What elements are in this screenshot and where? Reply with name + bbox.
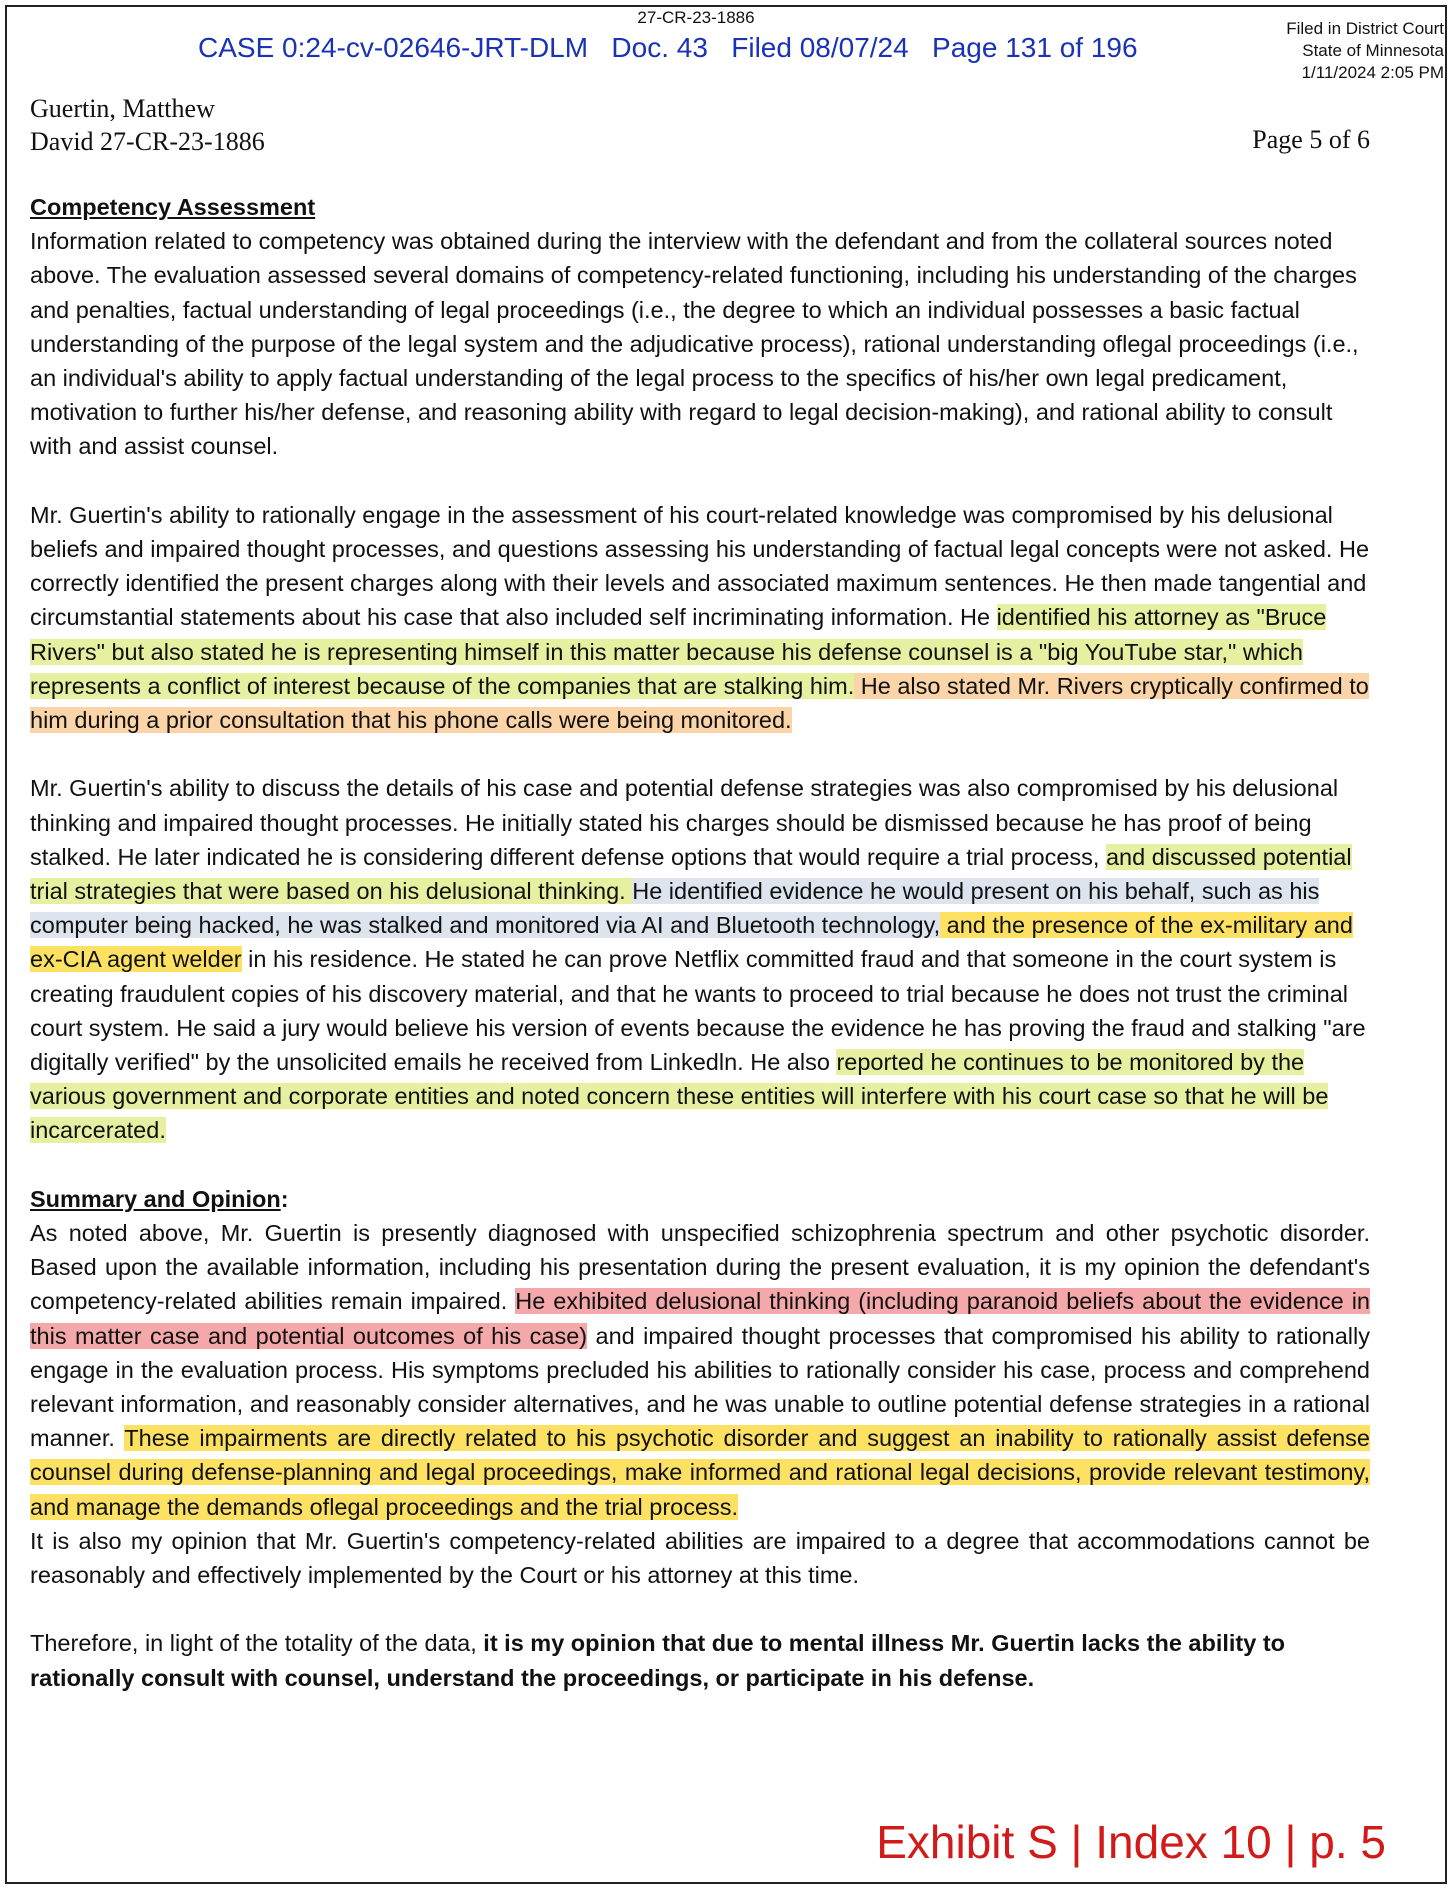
text-run: Therefore, in light of the totality of the data, bbox=[30, 1630, 484, 1657]
paragraph bbox=[30, 771, 1370, 1147]
case-number-top: 27-CR-23-1886 bbox=[637, 8, 755, 27]
heading-colon: : bbox=[280, 1185, 289, 1212]
highlight-yellow: These impairments are directly related to his psychotic disorder and suggest an inability to rationally assist defense counsel during defense-planning and legal proceedings, make informed and rational legal decisions, provide relevant testimony, and manage the demands oflegal proceedings and the trial process. bbox=[30, 1425, 1370, 1520]
highlight-blue: He identified evidence he would present on his behalf, such as his computer being hacked, he was stalked and monitored via AI and Bluetooth technology, bbox=[30, 878, 1320, 939]
section-heading-competency: Competency Assessment bbox=[30, 194, 316, 220]
highlight-green: reported he continues to be monitored by the various government and corporate entities and noted concern these entities will interfere with his court case so that he will be incarcerated. bbox=[30, 1049, 1329, 1144]
text-run: and impaired thought processes that compromised his ability to rationally engage in the evaluation process. His symptoms precluded his abilities to rationally consider his case, process and comprehend relevant information, and reasonably consider alternatives, and he was unable to outline potential defense strategies in a rational manner. bbox=[30, 1322, 1370, 1452]
paragraph bbox=[30, 1626, 1370, 1694]
paragraph: It is also my opinion that Mr. Guertin's competency-related abilities are impaired to a degree that accommodations cannot be reasonably and effectively implemented by the Court or his attorney at this time. bbox=[30, 1527, 1370, 1589]
bold-opinion: it is my opinion that due to mental illness Mr. Guertin lacks the ability to rationally consult with counsel, understand the proceedings, or participate in his defense. bbox=[30, 1630, 1286, 1691]
highlight-yellow: and the presence of the ex-military and ex-CIA agent welder bbox=[30, 912, 1353, 973]
text-run: Mr. Guertin's ability to discuss the details of his case and potential defense strategies was also compromised by his delusional thinking and impaired thought processes. He initially stated his charges should be dismissed because he has proof of being stalked. He later indicated he is considering different defense options that would require a trial process, bbox=[30, 775, 1339, 870]
filed-stamp-line: Filed in District Court bbox=[1286, 19, 1444, 38]
highlight-green: identified his attorney as "Bruce Rivers" but also stated he is representing himself in this matter because his defense counsel is a "big YouTube star," which represents a conflict of interest because of the companies that are stalking him. bbox=[30, 604, 1327, 699]
page-number: Page 5 of 6 bbox=[1252, 125, 1370, 154]
defendant-name bbox=[30, 92, 265, 158]
filed-stamp-line: State of Minnesota bbox=[1302, 41, 1444, 60]
text-run: in his residence. He stated he can prove Netflix committed fraud and that someone in the court system is creating fraudulent copies of his discovery material, and that he wants to proceed to trial because he does not trust the criminal court system. He said a jury would believe his version of events because the evidence he has proving the fraud and stalking "are digitally verified" by the unsolicited emails he received from Linkedln. He also bbox=[30, 946, 1366, 1076]
text-run: As noted above, Mr. Guertin is presently diagnosed with unspecified schizophrenia spectrum and other psychotic disorder. Based upon the available information, including his presentation during the present evaluation, it is my opinion the defendant's competency-related abilities remain impaired. bbox=[30, 1220, 1370, 1315]
exhibit-label: Exhibit S | Index 10 | p. 5 bbox=[876, 1816, 1386, 1868]
defendant-line: David 27-CR-23-1886 bbox=[30, 127, 265, 156]
document-body bbox=[30, 190, 1370, 1695]
paragraph bbox=[30, 1216, 1370, 1524]
paragraph bbox=[30, 498, 1370, 737]
filed-stamp-line: 1/11/2024 2:05 PM bbox=[1301, 63, 1444, 82]
paragraph: Information related to competency was obtained during the interview with the defendant and from the collateral sources noted above. The evaluation assessed several domains of competency-related functioning, including his understanding of the charges and penalties, factual understanding of legal proceedings (i.e., the degree to which an individual possesses a basic factual understanding of the purpose of the legal system and the adjudicative process), rational understanding oflegal proceedings (i.e., an individual's ability to apply factual understanding of the legal process to the specifics of his/her own legal predicament, motivation to further his/her defense, and reasoning ability with regard to legal decision-making), and rational ability to consult with and assist counsel. bbox=[30, 228, 1359, 460]
filed-stamp bbox=[1286, 18, 1444, 84]
defendant-line: Guertin, Matthew bbox=[30, 94, 215, 123]
text-run: Mr. Guertin's ability to rationally engage in the assessment of his court-related knowledge was compromised by his delusional beliefs and impaired thought processes, and questions assessing his understanding of factual legal concepts were not asked. He correctly identified the present charges along with their levels and associated maximum sentences. He then made tangential and circumstantial statements about his case that also included self incriminating information. He bbox=[30, 501, 1370, 631]
highlight-orange: He also stated Mr. Rivers cryptically confirmed to him during a prior consultation that his phone calls were being monitored. bbox=[30, 672, 1369, 734]
highlight-green: and discussed potential trial strategies that were based on his delusional thinking. bbox=[30, 843, 1352, 905]
case-header: CASE 0:24-cv-02646-JRT-DLM Doc. 43 Filed 08/07/24 Page 131 of 196 bbox=[198, 32, 1138, 63]
highlight-red: He exhibited delusional thinking (including paranoid beliefs about the evidence in this matter case and potential outcomes of his case) bbox=[30, 1288, 1371, 1349]
section-heading-summary: Summary and Opinion bbox=[30, 1185, 281, 1212]
